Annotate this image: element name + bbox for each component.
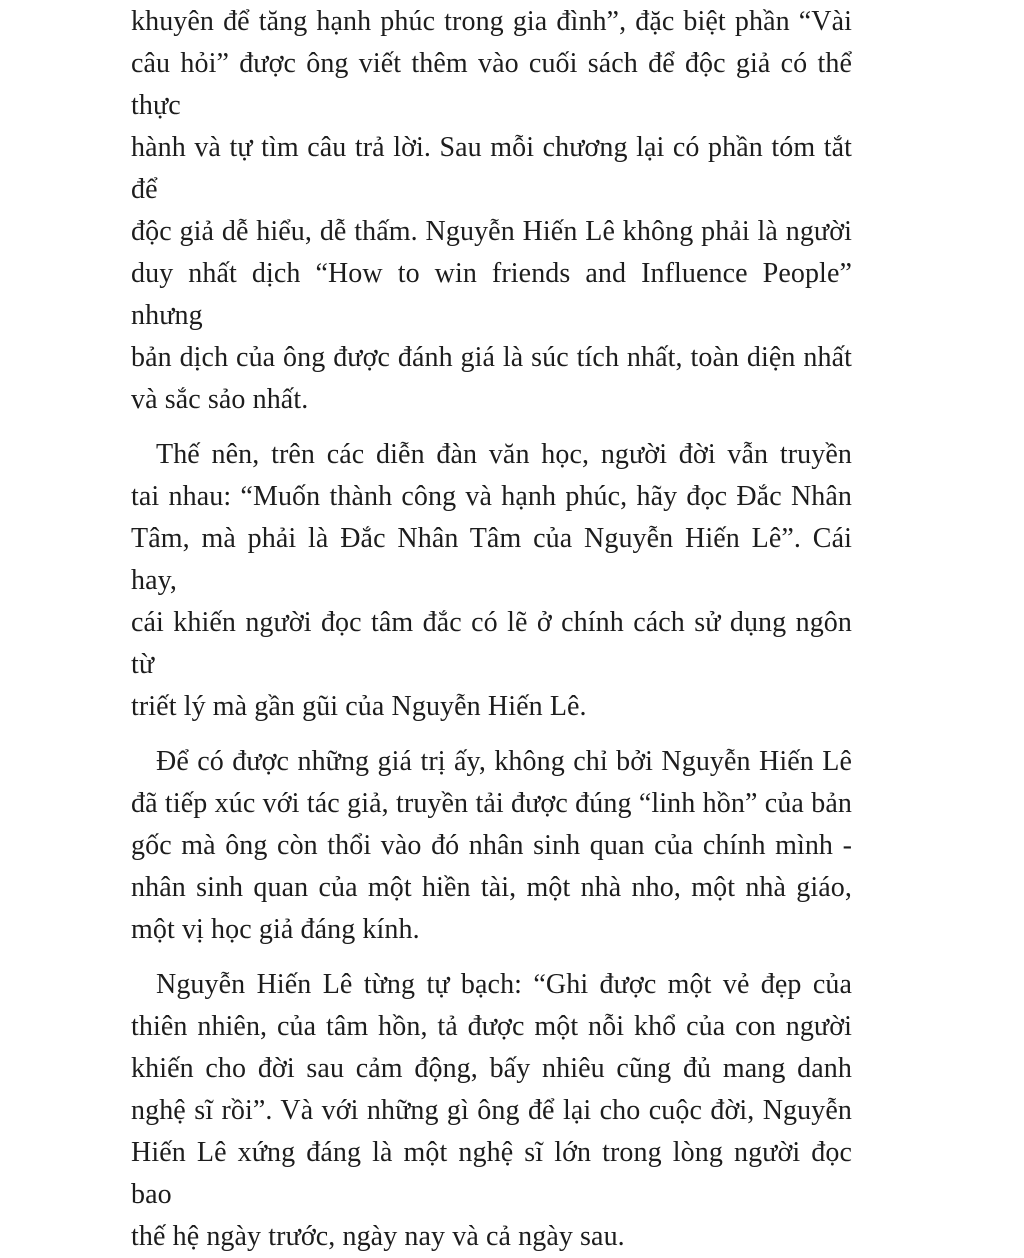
text-line: Hiến Lê xứng đáng là một nghệ sĩ lớn trong lòng người đọc bao <box>131 1137 852 1210</box>
text-line: Tâm, mà phải là Đắc Nhân Tâm của Nguyễn Hiến Lê”. Cái hay, <box>131 523 852 596</box>
paragraph <box>131 741 852 951</box>
text-line: thế hệ ngày trước, ngày nay và cả ngày sau. <box>131 1221 625 1252</box>
paragraph <box>131 1 852 421</box>
text-line: Nguyễn Hiến Lê từng tự bạch: “Ghi được một vẻ đẹp của <box>156 969 852 1000</box>
text-line: đã tiếp xúc với tác giả, truyền tải được đúng “linh hồn” của bản <box>131 788 852 819</box>
text-line: tai nhau: “Muốn thành công và hạnh phúc, hãy đọc Đắc Nhân <box>131 481 852 512</box>
text-line: độc giả dễ hiểu, dễ thấm. Nguyễn Hiến Lê không phải là người <box>131 216 852 247</box>
body-text <box>131 1 852 1258</box>
text-line: thiên nhiên, của tâm hồn, tả được một nỗi khổ của con người <box>131 1011 852 1042</box>
text-line: một vị học giả đáng kính. <box>131 914 420 945</box>
text-line: nhân sinh quan của một hiền tài, một nhà nho, một nhà giáo, <box>131 872 852 903</box>
text-line: nghệ sĩ rồi”. Và với những gì ông để lại cho cuộc đời, Nguyễn <box>131 1095 852 1126</box>
text-line: triết lý mà gần gũi của Nguyễn Hiến Lê. <box>131 691 587 722</box>
text-line: khuyên để tăng hạnh phúc trong gia đình”, đặc biệt phần “Vài <box>131 6 852 37</box>
text-line: Để có được những giá trị ấy, không chỉ bởi Nguyễn Hiến Lê <box>156 746 852 777</box>
paragraph <box>131 964 852 1258</box>
text-line: Thế nên, trên các diễn đàn văn học, người đời vẫn truyền <box>156 439 852 470</box>
text-line: và sắc sảo nhất. <box>131 384 309 415</box>
text-line: cái khiến người đọc tâm đắc có lẽ ở chính cách sử dụng ngôn từ <box>131 607 852 680</box>
text-line: bản dịch của ông được đánh giá là súc tích nhất, toàn diện nhất <box>131 342 852 373</box>
text-line: câu hỏi” được ông viết thêm vào cuối sách để độc giả có thể thực <box>131 48 852 121</box>
text-line: hành và tự tìm câu trả lời. Sau mỗi chương lại có phần tóm tắt để <box>131 132 852 205</box>
text-line: duy nhất dịch “How to win friends and Influence People” nhưng <box>131 258 852 331</box>
text-line: khiến cho đời sau cảm động, bấy nhiêu cũng đủ mang danh <box>131 1053 852 1084</box>
text-line: gốc mà ông còn thổi vào đó nhân sinh quan của chính mình - <box>131 830 852 861</box>
paragraph <box>131 434 852 728</box>
